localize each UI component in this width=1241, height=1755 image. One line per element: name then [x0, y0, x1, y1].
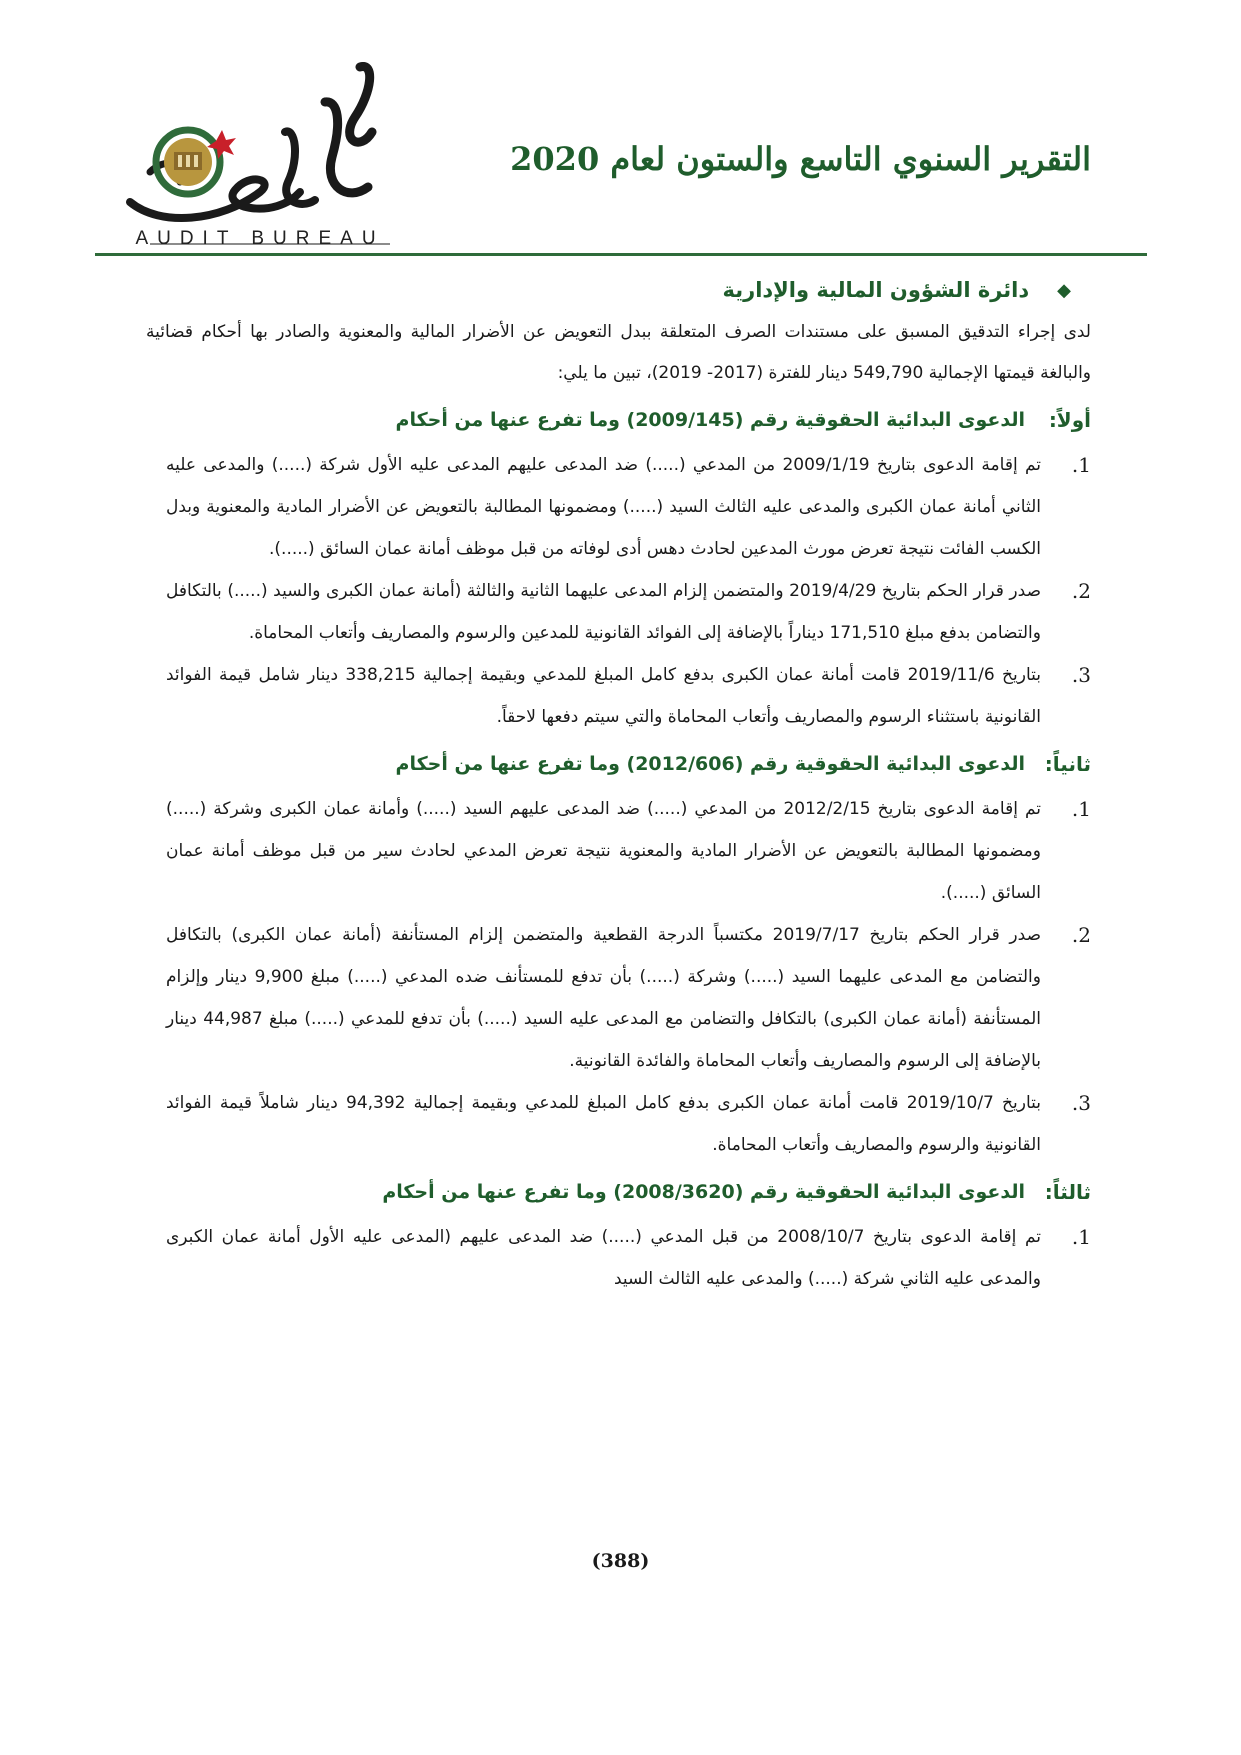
- item-number: .3: [1071, 663, 1091, 687]
- department-title: دائرة الشؤون المالية والإدارية: [722, 278, 1030, 302]
- item-text: صدر قرار الحكم بتاريخ 2019/4/29 والمتضمن إلزام المدعى عليهما الثانية والثالثة (أمانة عمان الكبرى والسيد (.....) بالتكافل والتضامن بدفع مبلغ 171,510 ديناراً بالإضافة إلى الفوائد القانونية للمدعين والرسوم والمصاريف وأتعاب المحاماة.: [166, 581, 1042, 643]
- section-heading: [146, 396, 1091, 444]
- header-divider: [95, 253, 1147, 256]
- list-item: [146, 654, 1091, 738]
- item-text: بتاريخ 2019/11/6 قامت أمانة عمان الكبرى بدفع كامل المبلغ للمدعي وبقيمة إجمالية 338,215 دينار شامل قيمة الفوائد القانونية باستثناء الرسوم والمصاريف وأتعاب المحاماة والتي سيتم دفعها لاحقاً.: [166, 665, 1042, 727]
- section-label: أولاً:: [1048, 408, 1091, 432]
- page-header: [0, 0, 1241, 262]
- item-text: تم إقامة الدعوى بتاريخ 2009/1/19 من المدعي (.....) ضد المدعى عليهم المدعى عليه الأول شركة (.....) والمدعى عليه الثاني أمانة عمان الكبرى والمدعى عليه الثالث السيد (.....) ومضمونها المطالبة بالتعويض عن الأضرار المادية والمعنوية وبدل الكسب الفائت نتيجة تعرض مورث المدعين لحادث دهس أدى لوفاته من قبل موظف أمانة عمان السائق (.....).: [166, 455, 1041, 559]
- diamond-bullet-icon: ◆: [1057, 279, 1071, 301]
- item-number: .3: [1071, 1091, 1091, 1115]
- intro-paragraph: لدى إجراء التدقيق المسبق على مستندات الصرف المتعلقة ببدل التعويض عن الأضرار المالية والمعنوية والصادر بها أحكام قضائية والبالغة قيمتها الإجمالية 549,790 دينار للفترة (2017- 2019)، تبين ما يلي:: [146, 322, 1091, 383]
- item-text: تم إقامة الدعوى بتاريخ 2012/2/15 من المدعي (.....) ضد المدعى عليهم السيد (.....) وأمانة عمان الكبرى وشركة (.....) ومضمونها المطالبة بالتعويض عن الأضرار المادية والمعنوية نتيجة تعرض المدعي لحادث سير من قبل موظف أمانة عمان السائق (.....).: [166, 799, 1041, 903]
- item-number: .1: [1071, 797, 1091, 821]
- department-heading: [146, 268, 1071, 312]
- item-text: بتاريخ 2019/10/7 قامت أمانة عمان الكبرى بدفع كامل المبلغ للمدعي وبقيمة إجمالية 94,392 دينار شاملاً قيمة الفوائد القانونية والرسوم والمصاريف وأتعاب المحاماة.: [166, 1093, 1041, 1155]
- list-item: [146, 1216, 1091, 1300]
- section-label: ثالثاً:: [1044, 1180, 1091, 1204]
- section-title: الدعوى البدائية الحقوقية رقم (2012/606) وما تفرع عنها من أحكام: [395, 753, 1025, 775]
- item-number: .1: [1071, 1225, 1091, 1249]
- item-number: .1: [1071, 453, 1091, 477]
- item-number: .2: [1071, 923, 1091, 947]
- section-label: ثانياً:: [1044, 752, 1091, 776]
- section-heading: [146, 1168, 1091, 1216]
- audit-bureau-logo: [110, 62, 410, 252]
- page-number: (388): [591, 1550, 650, 1572]
- list-item: [146, 570, 1091, 654]
- item-text: صدر قرار الحكم بتاريخ 2019/7/17 مكتسباً الدرجة القطعية والمتضمن إلزام المستأنفة (أمانة عمان الكبرى) بالتكافل والتضامن مع المدعى عليهما السيد (.....) وشركة (.....) بأن تدفع للمستأنف ضده المدعي (.....) مبلغ 9,900 دينار وإلزام المستأنفة (أمانة عمان الكبرى) بالتكافل والتضامن مع المدعى عليه السيد (.....) بأن تدفع للمدعي (.....) مبلغ 44,987 دينار بالإضافة إلى الرسوم والمصاريف وأتعاب المحاماة والفائدة القانونية.: [166, 925, 1042, 1071]
- section-title: الدعوى البدائية الحقوقية رقم (2008/3620) وما تفرع عنها من أحكام: [382, 1181, 1025, 1203]
- section-heading: [146, 740, 1091, 788]
- item-text: تم إقامة الدعوى بتاريخ 2008/10/7 من قبل المدعي (.....) ضد المدعى عليهم (المدعى عليه الأول أمانة عمان الكبرى والمدعى عليه الثاني شركة (.....) والمدعى عليه الثالث السيد: [166, 1227, 1041, 1289]
- list-item: [146, 444, 1091, 570]
- list-item: [146, 788, 1091, 914]
- list-item: [146, 1082, 1091, 1166]
- item-number: .2: [1071, 579, 1091, 603]
- list-item: [146, 914, 1091, 1082]
- logo-caption: AUDIT BUREAU: [135, 228, 385, 249]
- report-title: التقرير السنوي التاسع والستون لعام 2020: [510, 140, 1091, 178]
- main-content: [146, 268, 1091, 1300]
- section-title: الدعوى البدائية الحقوقية رقم (2009/145) وما تفرع عنها من أحكام: [395, 409, 1025, 431]
